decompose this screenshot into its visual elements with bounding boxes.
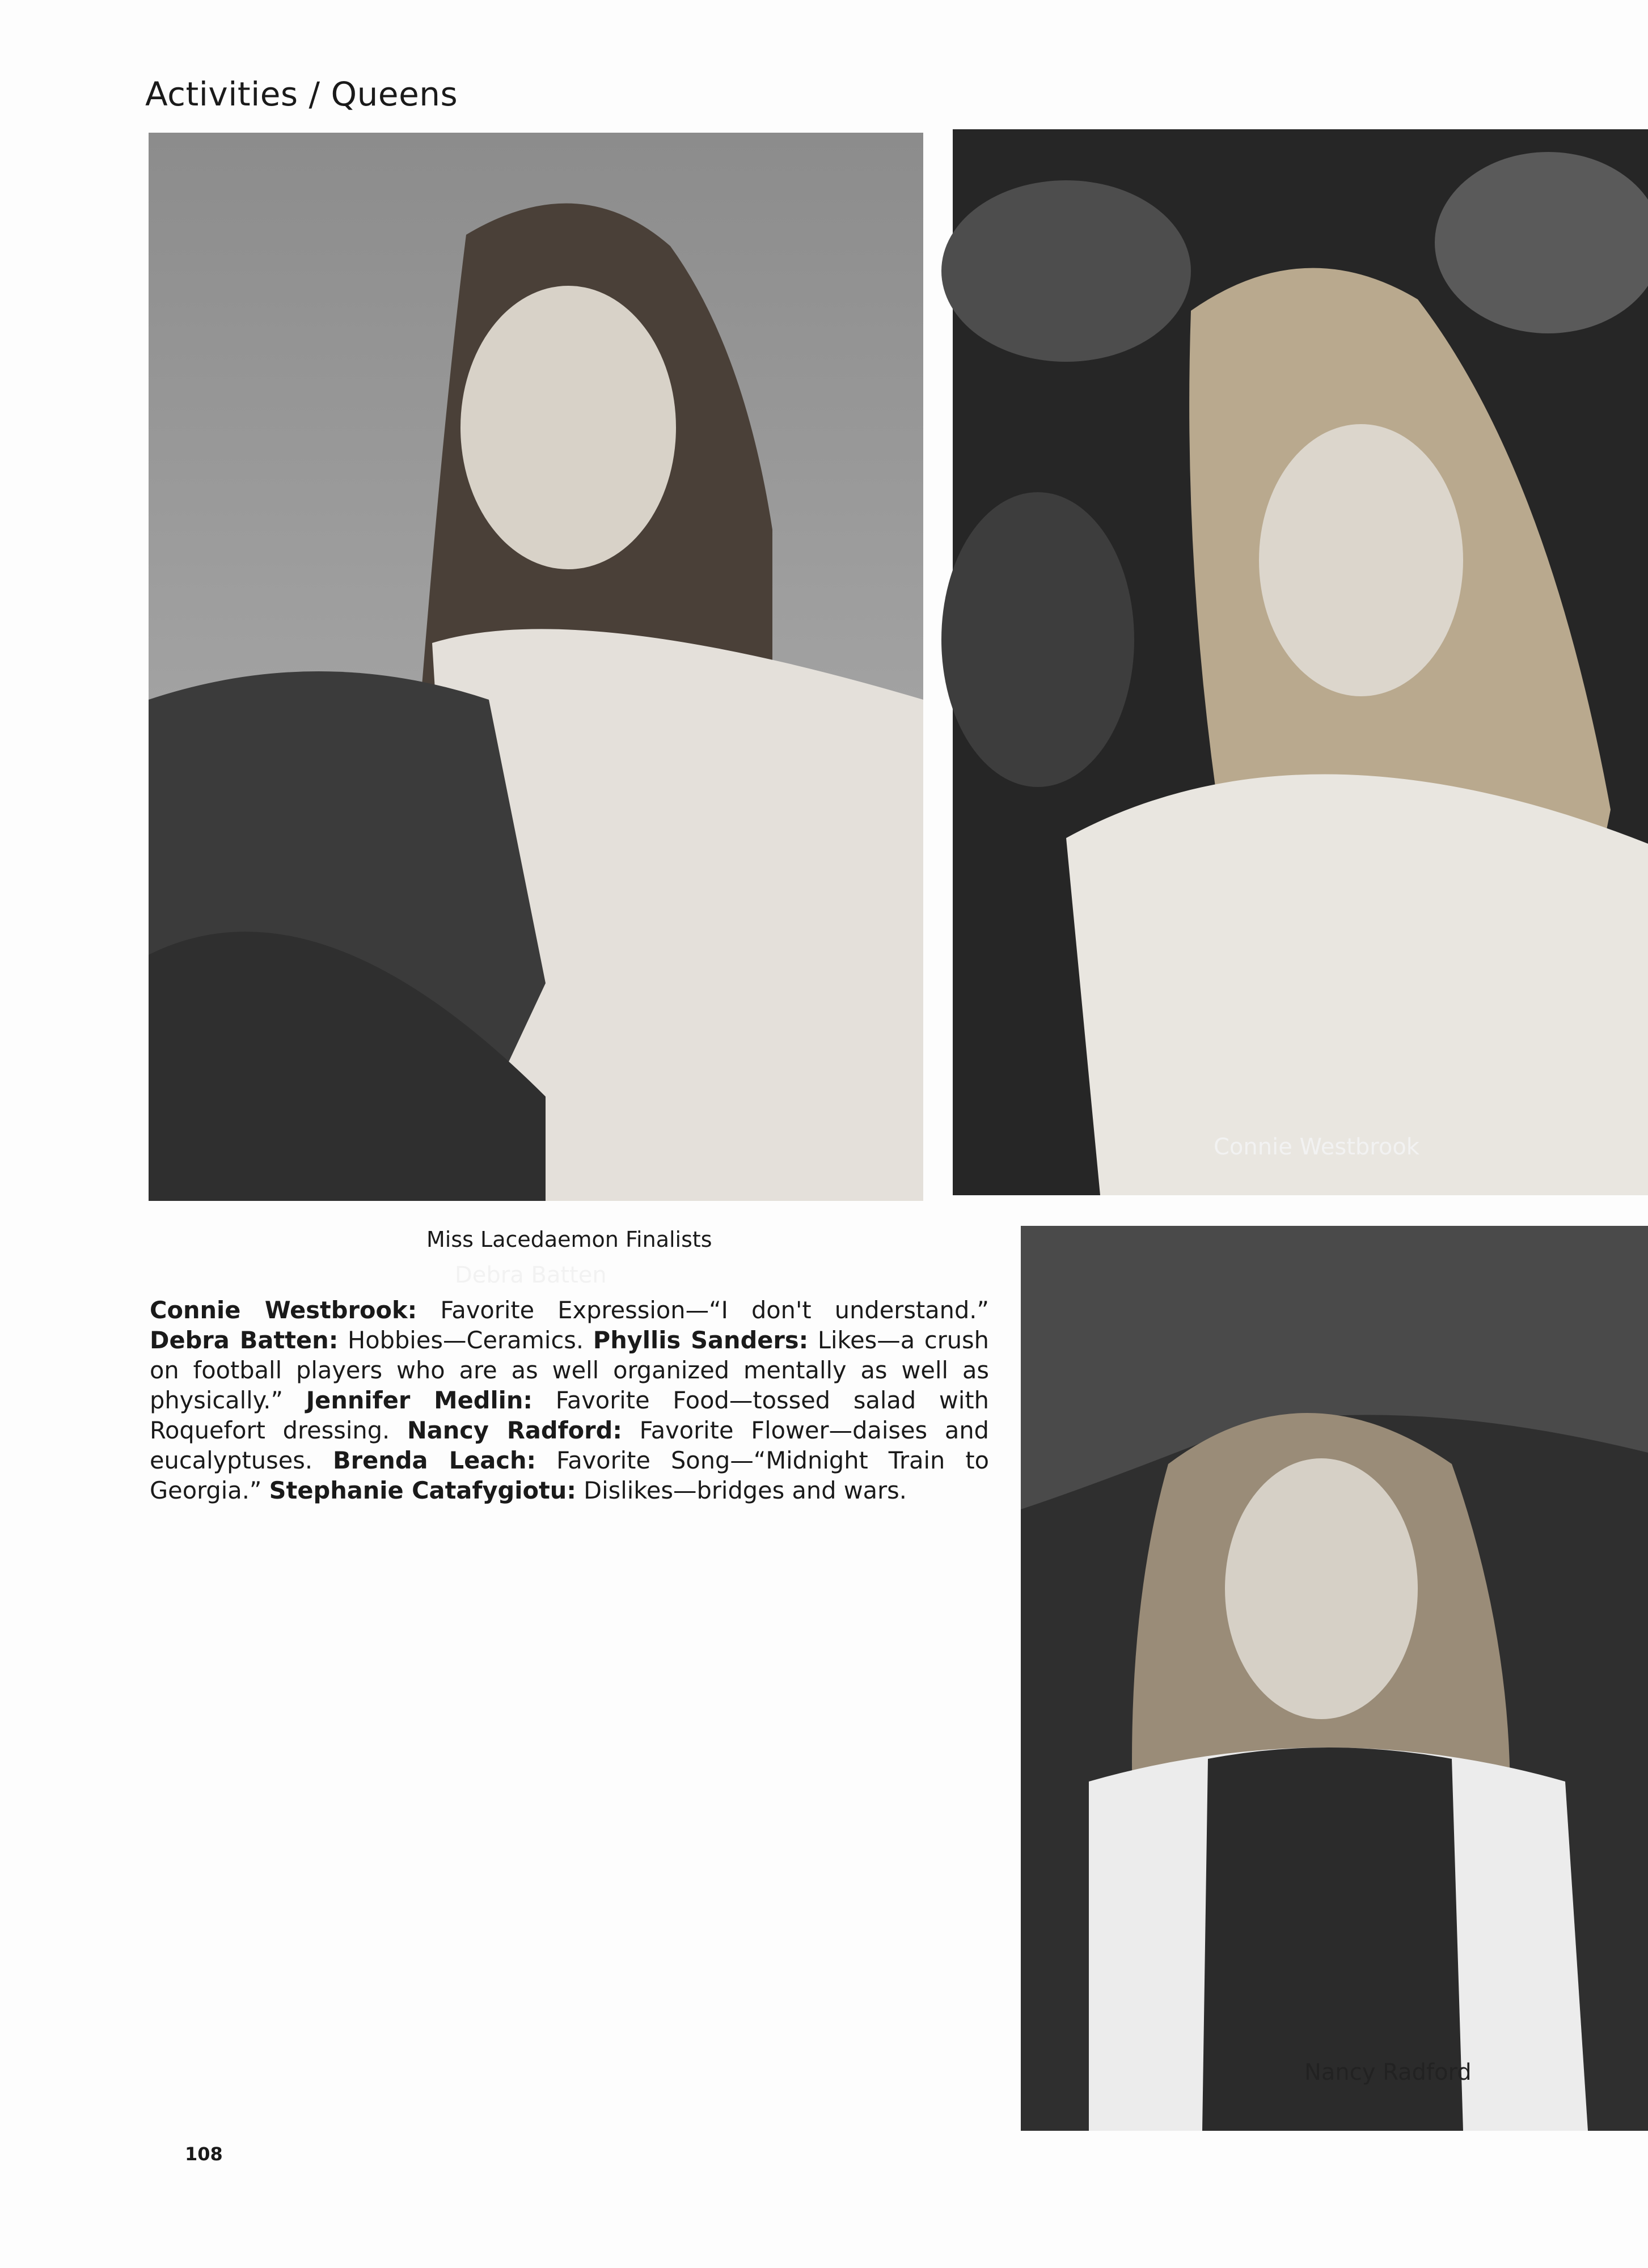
photo-connie-westbrook <box>953 129 1648 1195</box>
entry-name: Phyllis Sanders: <box>593 1326 809 1354</box>
entry-text: Favorite Song—“Midnight Train to Georgia.” <box>150 1446 989 1504</box>
portrait-image <box>1021 1226 1648 2131</box>
photo-caption: Connie Westbrook <box>1214 1134 1419 1160</box>
section-title: Activities / Queens <box>145 75 458 113</box>
entry-name: Brenda Leach: <box>333 1446 536 1474</box>
article-heading: Miss Lacedaemon Finalists <box>426 1227 712 1252</box>
entry-name: Jennifer Medlin: <box>306 1386 533 1414</box>
entry-text: Dislikes—bridges and wars. <box>576 1476 907 1504</box>
photo-caption: Debra Batten <box>455 1262 607 1288</box>
page-number: 108 <box>185 2143 223 2165</box>
entry-text: Likes—a crush on football players who are as well organized mentally as well as physically.” <box>150 1326 989 1414</box>
portrait-image <box>953 129 1648 1195</box>
entry-name: Nancy Radford: <box>407 1416 622 1444</box>
entry-text: Favorite Food—tossed salad with Roquefort dressing. <box>150 1386 989 1444</box>
entry-name: Connie Westbrook: <box>150 1296 417 1324</box>
article-body <box>150 1295 989 1505</box>
portrait-image <box>149 133 923 1201</box>
entry-name: Stephanie Catafygiotu: <box>269 1476 576 1504</box>
photo-caption: Nancy Radford <box>1304 2059 1472 2085</box>
entry-name: Debra Batten: <box>150 1326 339 1354</box>
photo-nancy-radford <box>1021 1226 1648 2131</box>
entry-text: Hobbies—Ceramics. <box>338 1326 593 1354</box>
entry-text: Favorite Expression—“I don't understand.” <box>417 1296 989 1324</box>
entry-text: Favorite Flower—daises and eucalyptuses. <box>150 1416 989 1474</box>
